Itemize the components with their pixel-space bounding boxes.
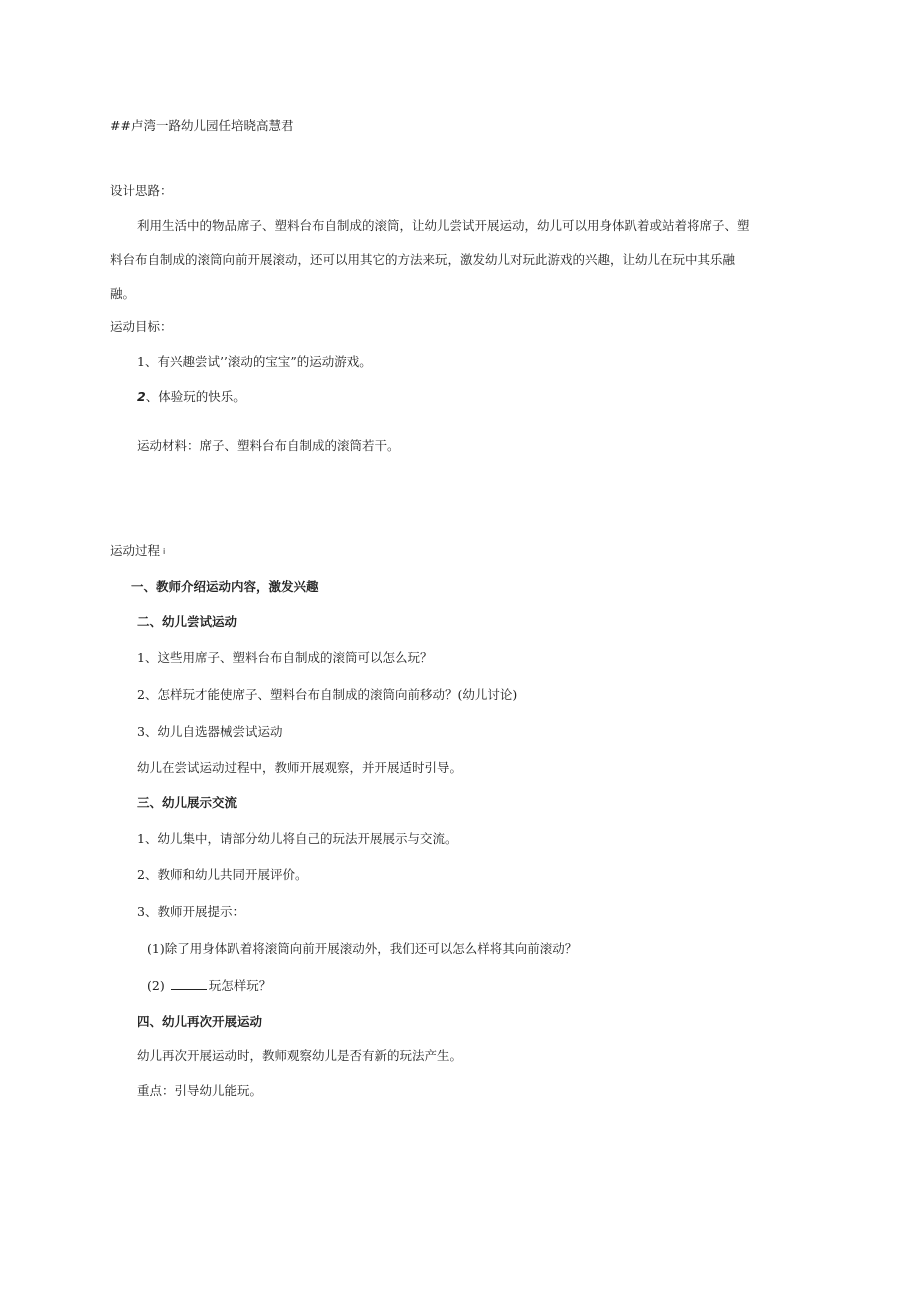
- key-point: 重点：引导幼儿能玩。: [137, 1083, 263, 1098]
- step-1-heading: 一、教师介绍运动内容，激发兴趣: [131, 579, 319, 594]
- step-2-note: 幼儿在尝试运动过程中，教师开展观察，并开展适时引导。: [137, 760, 463, 775]
- goal-item-2: [137, 389, 246, 405]
- step-3-item-2: 2、教师和幼儿共同开展评价。: [137, 867, 308, 882]
- design-heading: 设计思路：: [110, 183, 173, 198]
- step-2-item-1: 1、这些用席子、塑料台布自制成的滚筒可以怎么玩？: [137, 650, 433, 665]
- step-2-item-3: 3、幼儿自选器械尝试运动: [137, 724, 283, 739]
- step-2-heading: 二、幼儿尝试运动: [137, 614, 238, 629]
- goals-heading: 运动目标：: [110, 319, 173, 334]
- step-2-item-2: 2、怎样玩才能使席子、塑料台布自制成的滚筒向前移动？(幼儿讨论): [137, 687, 518, 702]
- goal-item-1: 1、有兴趣尝试’’滚动的宝宝”的运动游戏。: [137, 354, 372, 369]
- step-3-subitem-2-number: (2): [147, 978, 165, 993]
- design-paragraph-line-2: 料台布自制成的滚筒向前开展滚动，还可以用其它的方法来玩，激发幼儿对玩此游戏的兴趣，让幼儿在玩中其乐融: [110, 252, 736, 267]
- process-heading: [110, 543, 165, 560]
- process-heading-mark: i: [163, 546, 166, 556]
- author-line: ##卢湾一路幼儿园任培晓高慧君: [110, 118, 294, 133]
- step-3-subitem-1: (1)除了用身体趴着将滚筒向前开展滚动外，我们还可以怎么样将其向前滚动？: [147, 941, 578, 956]
- step-3-item-1: 1、幼儿集中，请部分幼儿将自己的玩法开展展示与交流。: [137, 831, 458, 846]
- process-heading-text: 运动过程: [110, 543, 161, 558]
- design-paragraph-line-3: 融。: [110, 286, 136, 301]
- step-3-item-3: 3、教师开展提示：: [137, 904, 245, 919]
- step-3-subitem-2-text: 玩怎样玩？: [208, 978, 272, 993]
- step-4-heading: 四、幼儿再次开展运动: [137, 1014, 263, 1029]
- materials-line: 运动材料：席子、塑料台布自制成的滚筒若干。: [137, 438, 400, 453]
- fill-in-blank: [171, 978, 207, 990]
- design-paragraph-line-1: 利用生活中的物品席子、塑料台布自制成的滚筒，让幼儿尝试开展运动，幼儿可以用身体趴着或站着将席子、塑: [137, 218, 750, 233]
- step-3-subitem-2: [147, 978, 271, 994]
- step-4-note: 幼儿再次开展运动时，教师观察幼儿是否有新的玩法产生。: [137, 1048, 463, 1063]
- goal-item-2-text: 、体验玩的快乐。: [145, 389, 246, 404]
- goal-item-2-number: 2: [137, 389, 146, 404]
- step-3-heading: 三、幼儿展示交流: [137, 795, 238, 810]
